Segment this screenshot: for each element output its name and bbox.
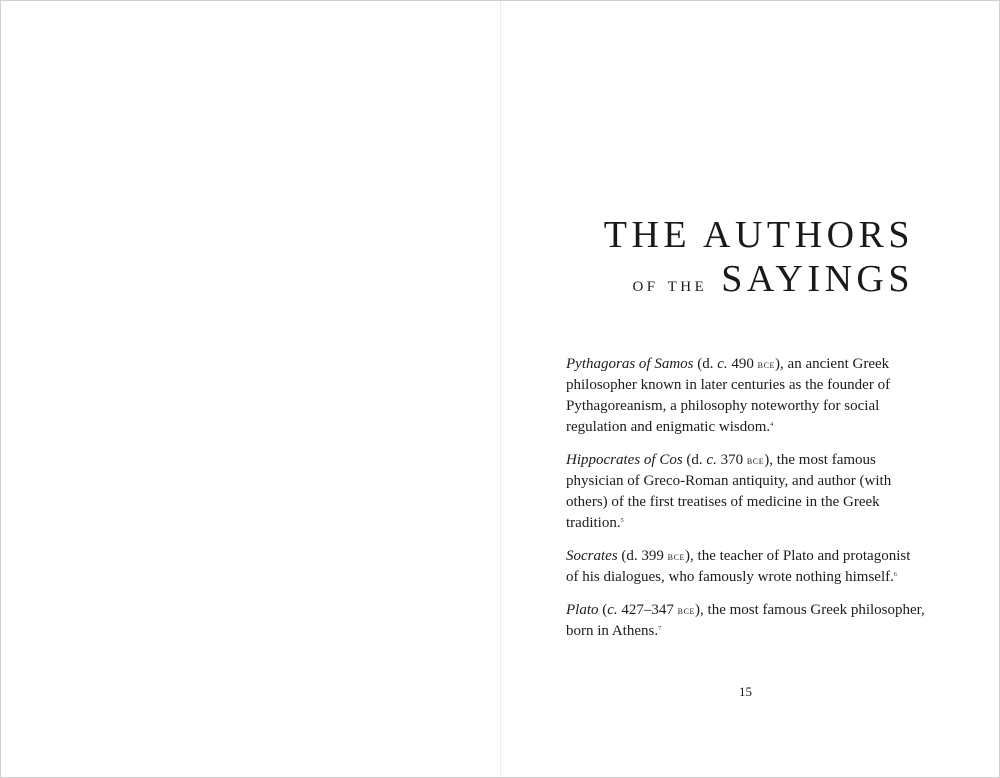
date-value: 370 — [716, 452, 747, 468]
title-line-1: THE AUTHORS — [603, 214, 914, 256]
author-name: Plato — [566, 602, 599, 618]
date-open: (d. — [686, 452, 707, 468]
date-close: ) — [764, 452, 770, 468]
author-entries — [566, 354, 926, 654]
author-name: Pythagoras of Samos — [566, 356, 694, 372]
author-entry-hippocrates — [566, 450, 926, 534]
date-era: bce — [667, 549, 686, 563]
title-main-word: SAYINGS — [721, 258, 914, 300]
author-description: , the teacher of Plato and protagonist of his dialogues, who famously wrote nothing himself. — [566, 548, 911, 585]
date-close: ) — [775, 356, 781, 372]
endnote-marker: 6 — [893, 572, 897, 578]
author-entry-pythagoras — [566, 354, 926, 438]
author-entry-plato — [566, 600, 926, 642]
author-name: Socrates — [566, 548, 618, 564]
endnote-marker: 5 — [620, 518, 624, 524]
date-era: bce — [677, 603, 696, 617]
date-value: 490 — [727, 356, 758, 372]
title-line-2 — [604, 257, 914, 306]
date-era: bce — [757, 357, 776, 371]
author-name: Hippocrates of Cos — [566, 452, 683, 468]
date-circa: c. — [706, 452, 717, 468]
page-number — [501, 684, 1000, 700]
date-open: ( — [602, 602, 608, 618]
date-close: ) — [685, 548, 691, 564]
author-description: , the most famous physician of Greco-Roman antiquity, and author (with others) of the first treatises of medicine in the Greek tradition. — [566, 452, 892, 531]
date-open: (d. — [697, 356, 718, 372]
page-number-text: 15 — [739, 684, 752, 699]
title-connector: of the — [632, 271, 708, 296]
left-page-blank — [1, 1, 500, 777]
date-value: 427–347 — [617, 602, 678, 618]
right-page — [501, 1, 1000, 777]
author-description: , the most famous Greek philosopher, born in Athens. — [566, 602, 925, 639]
author-description: , an ancient Greek philosopher known in later centuries as the founder of Pythagoreanism, a philosophy noteworthy for social regulation and enigmatic wisdom. — [566, 356, 891, 435]
date-era: bce — [746, 453, 765, 467]
endnote-marker: 4 — [770, 422, 774, 428]
date-value: 399 — [641, 548, 668, 564]
endnote-marker: 7 — [658, 626, 662, 632]
date-open: (d. — [621, 548, 642, 564]
date-circa: c. — [717, 356, 728, 372]
chapter-title — [604, 213, 914, 306]
date-circa: c. — [607, 602, 618, 618]
date-close: ) — [695, 602, 701, 618]
author-entry-socrates — [566, 546, 926, 588]
